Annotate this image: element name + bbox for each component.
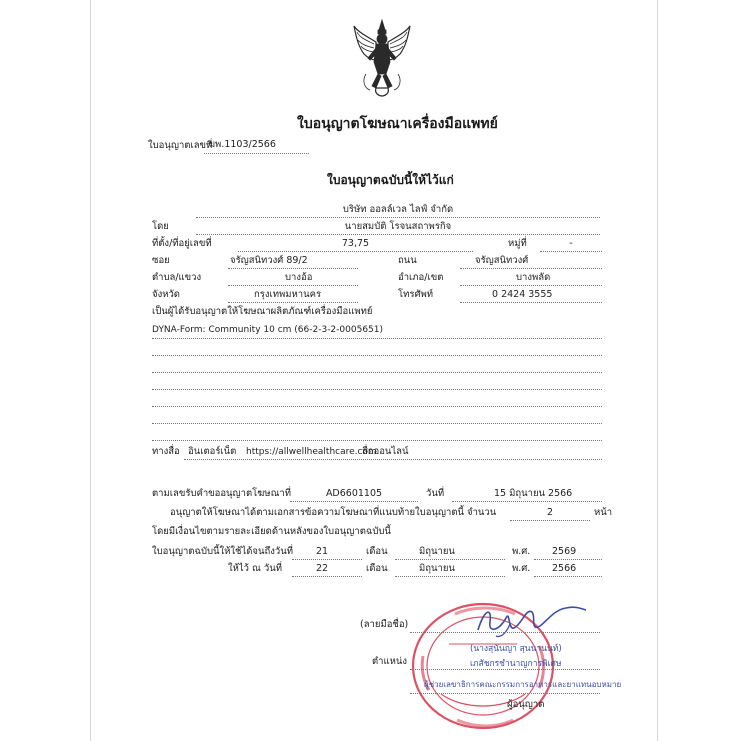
- soi-label: ซอย: [152, 255, 170, 266]
- product-heading: เป็นผู้ได้รับอนุญาตให้โฆษณาผลิตภัณฑ์เครื่องมือแพทย์: [152, 306, 373, 317]
- dotted-line: [534, 576, 602, 577]
- allow-text: อนุญาตให้โฆษณาได้ตามเอกสารข้อความโฆษณาที่แนบท้ายใบอนุญาตนี้ จำนวน: [170, 507, 497, 518]
- amphoe-label: อำเภอ/เขต: [398, 272, 444, 283]
- tambon-value: บางอ้อ: [285, 272, 313, 283]
- dotted-line: [292, 576, 362, 577]
- dotted-line: [410, 632, 600, 633]
- phone-label: โทรศัพท์: [398, 289, 434, 300]
- license-number-label: ใบอนุญาตเลขที่: [148, 140, 213, 151]
- address-number: 73,75: [341, 238, 370, 249]
- media-suffix: สื่อออนไลน์: [362, 446, 409, 457]
- dotted-line: [152, 423, 602, 424]
- dotted-line: [410, 693, 600, 694]
- road-label: ถนน: [398, 255, 417, 266]
- company-name: บริษัท ออลล์เวล ไลฟ์ จำกัด: [342, 204, 454, 215]
- province-label: จังหวัด: [152, 289, 180, 300]
- by-value: นายสมบัติ โรจนสถาพรกิจ: [344, 221, 452, 232]
- request-number: AD6601105: [325, 488, 383, 499]
- tambon-label: ตำบล/แขวง: [152, 272, 202, 283]
- issued-year-label: พ.ศ.: [512, 563, 531, 574]
- dotted-line: [395, 576, 505, 577]
- dotted-line: [228, 285, 358, 286]
- signer-name: (นางสุนันญา สุนนานนท์): [470, 644, 562, 654]
- license-number: ฆพ.1103/2566: [208, 139, 276, 150]
- soi-value: จรัญสนิทวงศ์ 89/2: [230, 255, 308, 266]
- dotted-line: [228, 302, 358, 303]
- issued-month: มิถุนายน: [419, 563, 455, 574]
- media-url: https://allwellhealthcare.com: [246, 447, 377, 457]
- moo-value: -: [569, 238, 573, 249]
- issued-month-label: เดือน: [366, 563, 388, 574]
- address-label: ที่ตั้ง/ที่อยู่เลขที่: [152, 238, 212, 249]
- pages-count: 2: [546, 507, 554, 518]
- pages-unit: หน้า: [594, 507, 613, 518]
- valid-month: มิถุนายน: [419, 546, 455, 557]
- garuda-emblem: [352, 18, 412, 98]
- signer-delegation: ผู้ช่วยเลขาธิการคณะกรรมการอาหารและยาแทนอบหมาย: [424, 680, 622, 689]
- province-value: กรุงเทพมหานคร: [254, 289, 322, 300]
- dotted-line: [196, 217, 600, 218]
- position-label: ตำแหน่ง: [372, 656, 408, 667]
- road-value: จรัญสนิทวงศ์: [475, 255, 529, 266]
- valid-until-label: ใบอนุญาตฉบับนี้ให้ใช้ได้จนถึงวันที่: [152, 546, 293, 557]
- dotted-line: [204, 153, 309, 154]
- dotted-line: [510, 520, 590, 521]
- dotted-line: [540, 251, 602, 252]
- dotted-line: [460, 285, 602, 286]
- dotted-line: [452, 501, 602, 502]
- dotted-line: [290, 501, 418, 502]
- media-type: อินเตอร์เน็ต: [188, 446, 237, 457]
- dotted-line: [395, 559, 505, 560]
- valid-year: 2569: [552, 546, 577, 557]
- signature-label: (ลายมือชื่อ): [360, 619, 409, 630]
- request-date-label: วันที่: [426, 488, 445, 499]
- moo-label: หมู่ที่: [508, 238, 527, 249]
- phone-value: 0 2424 3555: [492, 289, 553, 300]
- media-label: ทางสื่อ: [152, 446, 180, 457]
- dotted-line: [152, 372, 602, 373]
- signer-title: เภสัชกรชำนาญการพิเศษ: [470, 659, 562, 669]
- document-subtitle: ใบอนุญาตฉบับนี้ให้ไว้แก่: [327, 173, 454, 187]
- dotted-line: [460, 302, 602, 303]
- request-label: ตามเลขรับคำขออนุญาตโฆษณาที่: [152, 488, 291, 499]
- product-item: DYNA-Form: Community 10 cm (66-2-3-2-0005651): [152, 325, 384, 335]
- dotted-line: [152, 440, 602, 441]
- conditions-text: โดยมีเงื่อนไขตามรายละเอียดด้านหลังของใบอนุญาตฉบับนี้: [152, 526, 391, 537]
- valid-day: 21: [315, 546, 329, 557]
- by-label: โดย: [152, 221, 169, 232]
- dotted-line: [152, 389, 602, 390]
- issued-day: 22: [315, 563, 329, 574]
- dotted-line: [184, 459, 602, 460]
- dotted-line: [292, 559, 362, 560]
- dotted-line: [460, 268, 602, 269]
- dotted-line: [238, 251, 473, 252]
- request-date: 15 มิถุนายน 2566: [494, 488, 573, 499]
- amphoe-value: บางพลัด: [516, 272, 551, 283]
- dotted-line: [534, 559, 602, 560]
- dotted-line: [196, 234, 600, 235]
- issued-label: ให้ไว้ ณ วันที่: [228, 563, 282, 574]
- valid-month-label: เดือน: [366, 546, 388, 557]
- dotted-line: [152, 406, 602, 407]
- dotted-line: [152, 338, 602, 339]
- signature-scribble: [470, 600, 590, 640]
- document-title: ใบอนุญาตโฆษณาเครื่องมือแพทย์: [297, 116, 498, 132]
- valid-year-label: พ.ศ.: [512, 546, 531, 557]
- licensor-label: ผู้อนุญาต: [507, 699, 545, 710]
- dotted-line: [228, 268, 358, 269]
- issued-year: 2566: [552, 563, 577, 574]
- dotted-line: [152, 355, 602, 356]
